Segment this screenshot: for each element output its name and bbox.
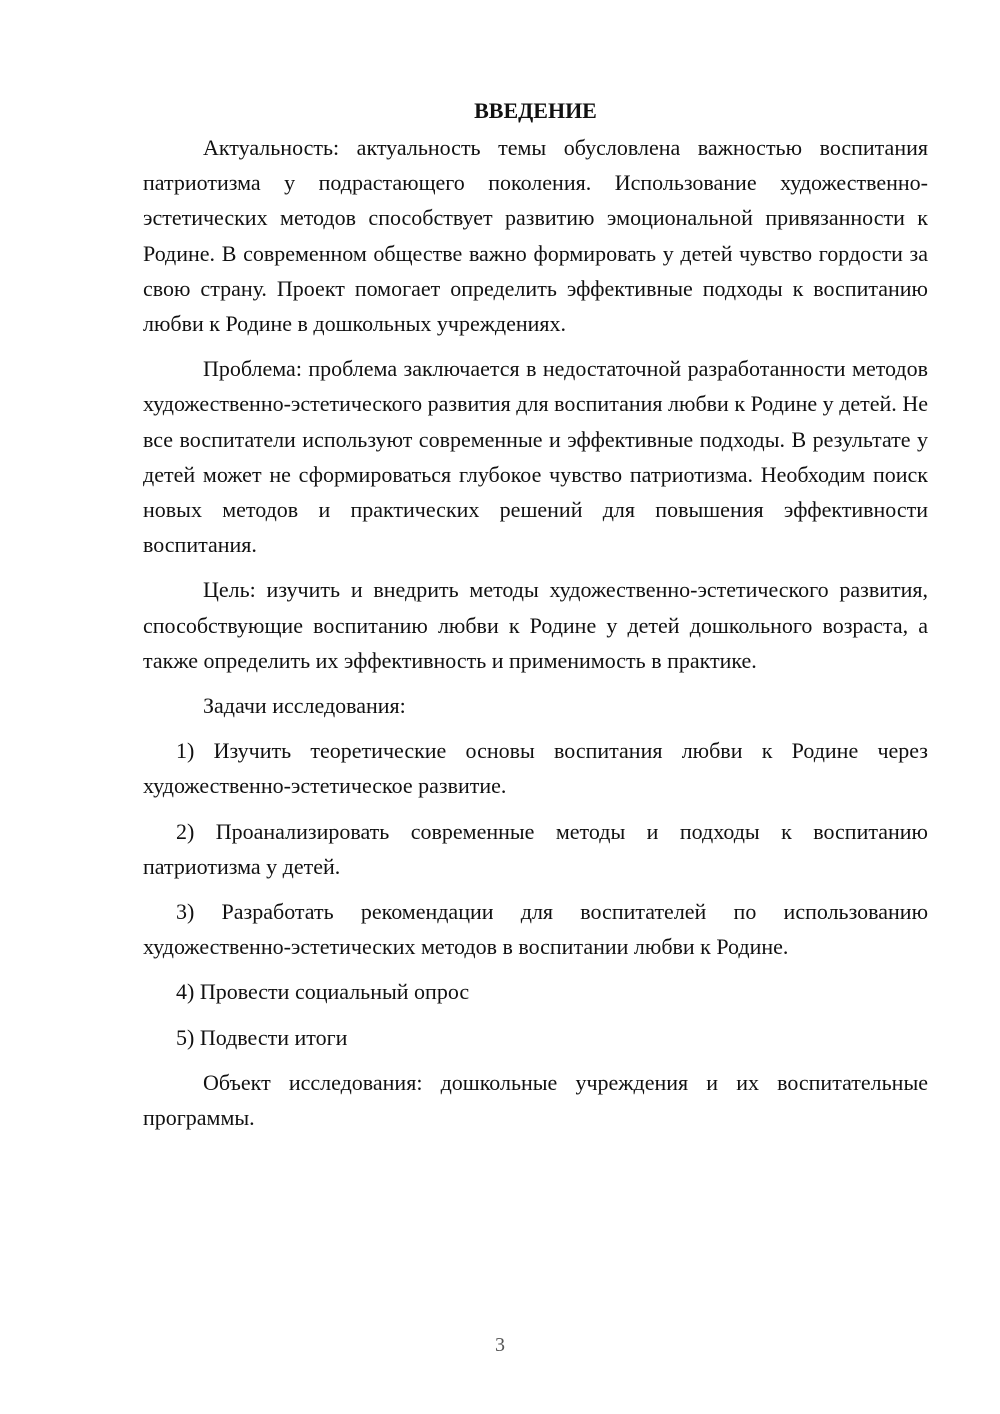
- paragraph-goal: Цель: изучить и внедрить методы художественно-эстетического развития, способствующие воспитанию любви к Родине у детей дошкольного возраста, а также определить их эффективность и применимость в практике.: [143, 577, 928, 673]
- paragraph-object: Объект исследования: дошкольные учреждения и их воспитательные программы.: [143, 1069, 928, 1131]
- task-item-3: 3) Разработать рекомендации для воспитателей по использованию художественно-эстетических методов в воспитании любви к Родине.: [143, 899, 928, 960]
- task-item-4: 4) Провести социальный опрос: [176, 979, 470, 1005]
- section-title: ВВЕДЕНИЕ: [474, 98, 597, 123]
- paragraph-relevance: Актуальность: актуальность темы обусловлена важностью воспитания патриотизма у подрастающего поколения. Использование художественно-эстетических методов способствует развитию эмоциональной привязанности к Родине. В современном обществе важно формировать у детей чувство гордости за свою страну. Проект помогает определить эффективные подходы к воспитанию любви к Родине в дошкольных учреждениях.: [143, 135, 928, 337]
- page-number: 3: [495, 1334, 505, 1356]
- page-content: [143, 96, 928, 1145]
- paragraph-problem: Проблема: проблема заключается в недостаточной разработанности методов художественно-эстетического развития для воспитания любви к Родине у детей. Не все воспитатели используют современные и эффективные подходы. В результате у детей может не сформироваться глубокое чувство патриотизма. Необходим поиск новых методов и практических решений для повышения эффективности воспитания.: [143, 356, 928, 558]
- task-item-5: 5) Подвести итоги: [176, 1024, 348, 1050]
- task-item-2: 2) Проанализировать современные методы и подходы к воспитанию патриотизма у детей.: [143, 818, 928, 879]
- paragraph-tasks-heading: Задачи исследования:: [203, 693, 406, 719]
- task-item-1: 1) Изучить теоретические основы воспитания любви к Родине через художественно-эстетическое развитие.: [143, 738, 928, 799]
